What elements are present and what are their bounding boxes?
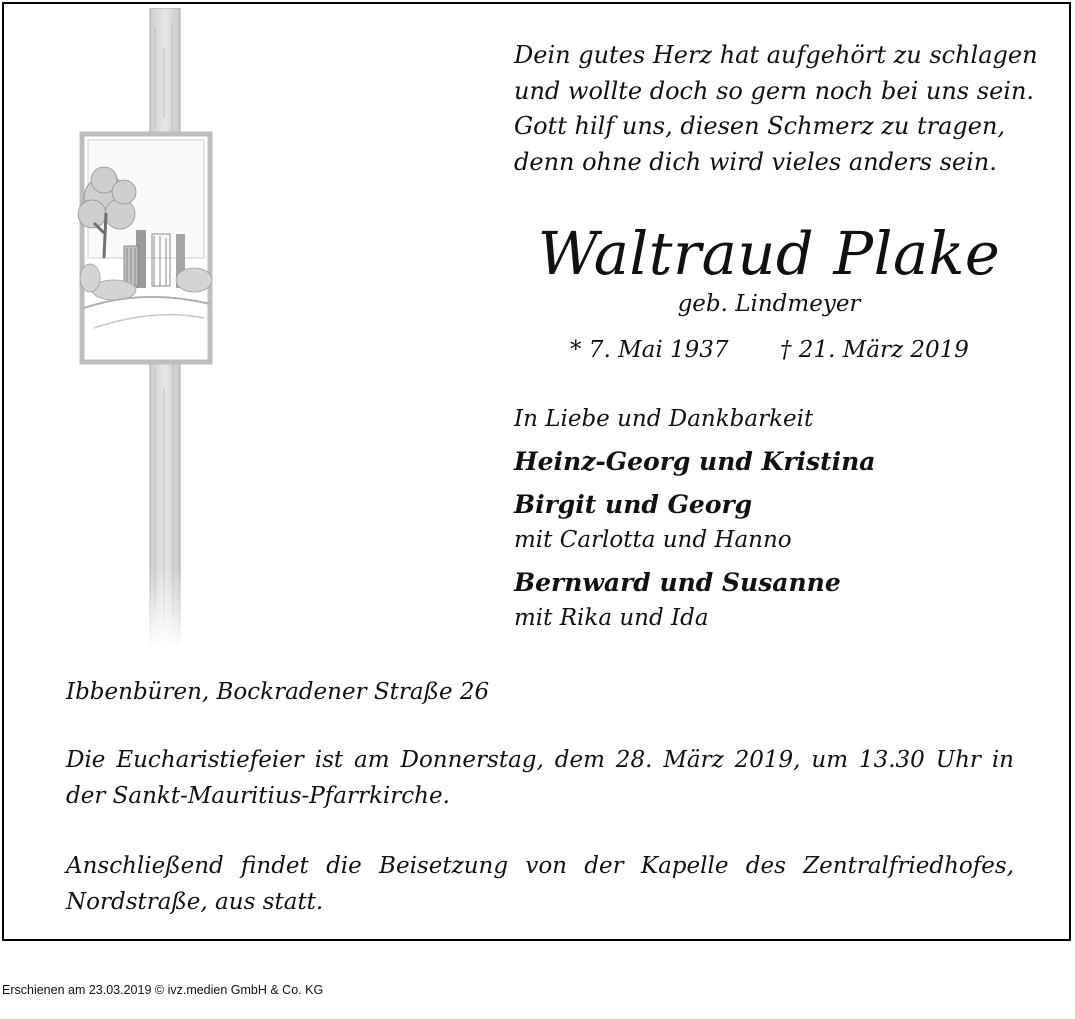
poem-line: Dein gutes Herz hat aufgehört zu schlagen [514,41,1038,69]
poem-line: und wollte doch so gern noch bei uns sein. [514,76,1035,105]
publication-footer: Erschienen am 23.03.2019 © ivz.medien GmbH & Co. KG [2,983,324,997]
family-names: Birgit und Georg [514,490,753,519]
family-children: mit Rika und Ida [514,605,709,631]
burial-info: Anschließend findet die Beisetzung von der Kapelle des Zentralfriedhofes, Nordstraße, aus statt. [66,853,1014,915]
deceased-name: Waltraud Plake [537,219,1001,288]
family-children: mit Carlotta und Hanno [514,527,792,553]
family-names: Bernward und Susanne [514,568,841,597]
mourners-intro: In Liebe und Dankbarkeit [514,406,814,432]
obituary-notice [2,2,1071,941]
poem-line: denn ohne dich wird vieles anders sein. [514,147,997,176]
cross-garden-illustration [54,8,234,648]
birth-name: geb. Lindmeyer [677,291,861,317]
death-date: † 21. März 2019 [780,337,969,363]
poem-line: Gott hilf uns, diesen Schmerz zu tragen, [514,112,1006,140]
memorial-poem [514,38,1054,180]
address: Ibbenbüren, Bockradener Straße 26 [66,679,490,705]
service-info: Die Eucharistiefeier ist am Donnerstag, dem 28. März 2019, um 13.30 Uhr in der Sankt-Mauritius-Pfarrkirche. [66,747,1014,809]
birth-date: * 7. Mai 1937 [570,337,729,363]
family-names: Heinz-Georg und Kristina [514,447,876,476]
